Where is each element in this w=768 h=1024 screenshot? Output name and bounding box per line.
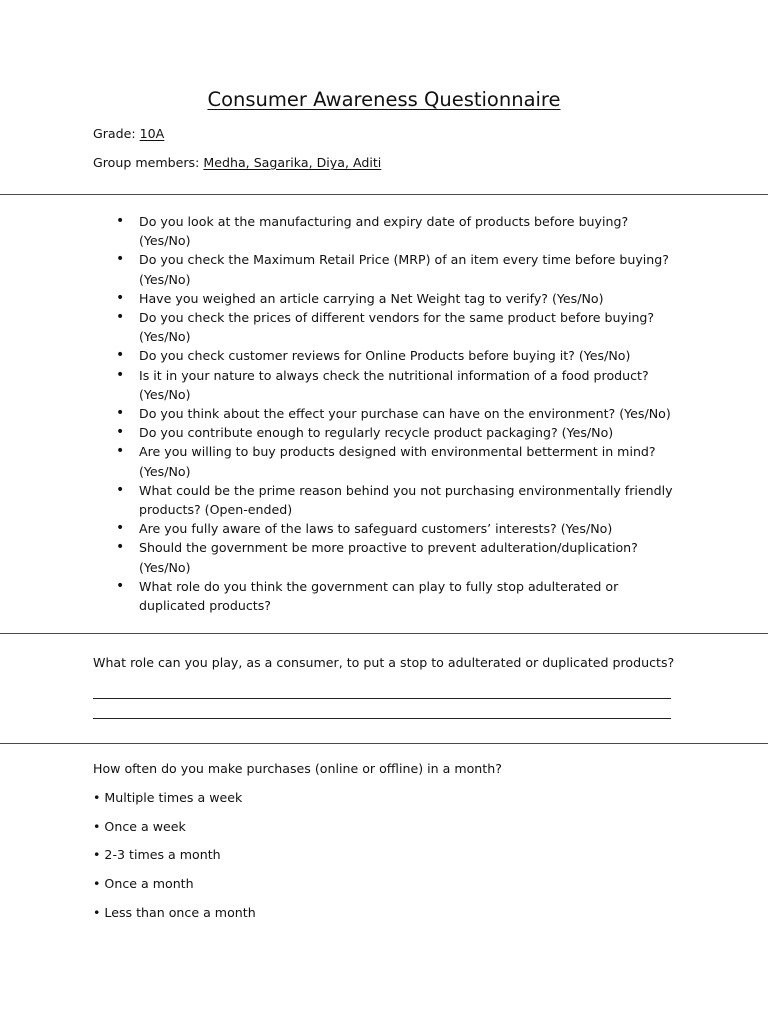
bullet-icon: • <box>116 424 125 441</box>
option-once-a-month[interactable]: • Once a month <box>93 876 194 892</box>
answer-line[interactable] <box>93 718 671 719</box>
section-divider <box>0 194 768 195</box>
bullet-icon: • <box>116 520 125 537</box>
option-less-than-once-a-month[interactable]: • Less than once a month <box>93 904 256 920</box>
bullet-icon: • <box>116 577 125 594</box>
list-item <box>0 250 679 288</box>
list-item <box>0 212 679 250</box>
list-item <box>0 442 679 480</box>
list-item <box>0 346 679 365</box>
group-members-value: Medha, Sagarika, Diya, Aditi <box>203 155 382 170</box>
group-members-line <box>93 155 381 171</box>
list-item <box>0 289 679 308</box>
open-question: What role can you play, as a consumer, to put a stop to adulterated or duplicated products? <box>93 655 675 670</box>
bullet-icon: • <box>116 289 125 306</box>
bullet-icon: • <box>116 309 125 326</box>
bullet-icon: • <box>116 405 125 422</box>
bullet-icon: • <box>116 443 125 460</box>
list-item <box>0 577 679 615</box>
question-text: Is it in your nature to always check the nutritional information of a food product? (Yes/No) <box>139 367 649 402</box>
answer-line[interactable] <box>93 698 671 699</box>
frequency-options <box>93 790 256 933</box>
list-item <box>0 366 679 404</box>
question-text: Should the government be more proactive to prevent adulteration/duplication? (Yes/No) <box>139 540 638 575</box>
question-text: Do you check customer reviews for Online Products before buying it? (Yes/No) <box>139 348 631 364</box>
list-item <box>0 481 679 519</box>
question-text: Do you look at the manufacturing and expiry date of products before buying? (Yes/No) <box>139 214 629 249</box>
bullet-icon: • <box>116 366 125 383</box>
bullet-icon: • <box>116 481 125 498</box>
grade-label: Grade: <box>93 126 136 141</box>
section-divider <box>0 633 768 634</box>
question-text: Do you think about the effect your purchase can have on the environment? (Yes/No) <box>139 406 671 422</box>
bullet-icon: • <box>116 539 125 556</box>
grade-line <box>93 126 164 142</box>
bullet-icon: • <box>116 251 125 268</box>
page-title: Consumer Awareness Questionnaire <box>207 88 561 111</box>
group-members-label: Group members: <box>93 155 200 170</box>
list-item <box>0 519 679 538</box>
list-item <box>0 308 679 346</box>
option-multiple-times-a-week[interactable]: • Multiple times a week <box>93 790 243 805</box>
section-divider <box>0 743 768 744</box>
list-item <box>0 538 679 576</box>
bullet-icon: • <box>116 213 125 229</box>
list-item <box>0 423 679 442</box>
question-text: What could be the prime reason behind you not purchasing environmentally friendly products? (Open-ended) <box>139 482 673 518</box>
question-text: Do you check the Maximum Retail Price (MRP) of an item every time before buying? (Yes/No) <box>139 252 669 287</box>
question-list <box>0 212 768 615</box>
question-text: Have you weighed an article carrying a Net Weight tag to verify? (Yes/No) <box>139 290 604 306</box>
grade-value: 10A <box>139 126 165 141</box>
question-text: Are you willing to buy products designed with environmental betterment in mind? (Yes/No) <box>139 444 656 479</box>
bullet-icon: • <box>116 347 125 364</box>
option-once-a-week[interactable]: • Once a week <box>93 818 186 834</box>
question-text: Do you check the prices of different vendors for the same product before buying? (Yes/No) <box>139 310 655 345</box>
question-text: Are you fully aware of the laws to safeguard customers’ interests? (Yes/No) <box>139 521 613 537</box>
question-text: What role do you think the government can play to fully stop adulterated or duplicated products? <box>139 578 619 614</box>
frequency-question: How often do you make purchases (online or offline) in a month? <box>93 761 502 776</box>
option-2-3-times-a-month[interactable]: • 2-3 times a month <box>93 847 221 863</box>
list-item <box>0 404 679 423</box>
question-text: Do you contribute enough to regularly recycle product packaging? (Yes/No) <box>139 425 614 441</box>
